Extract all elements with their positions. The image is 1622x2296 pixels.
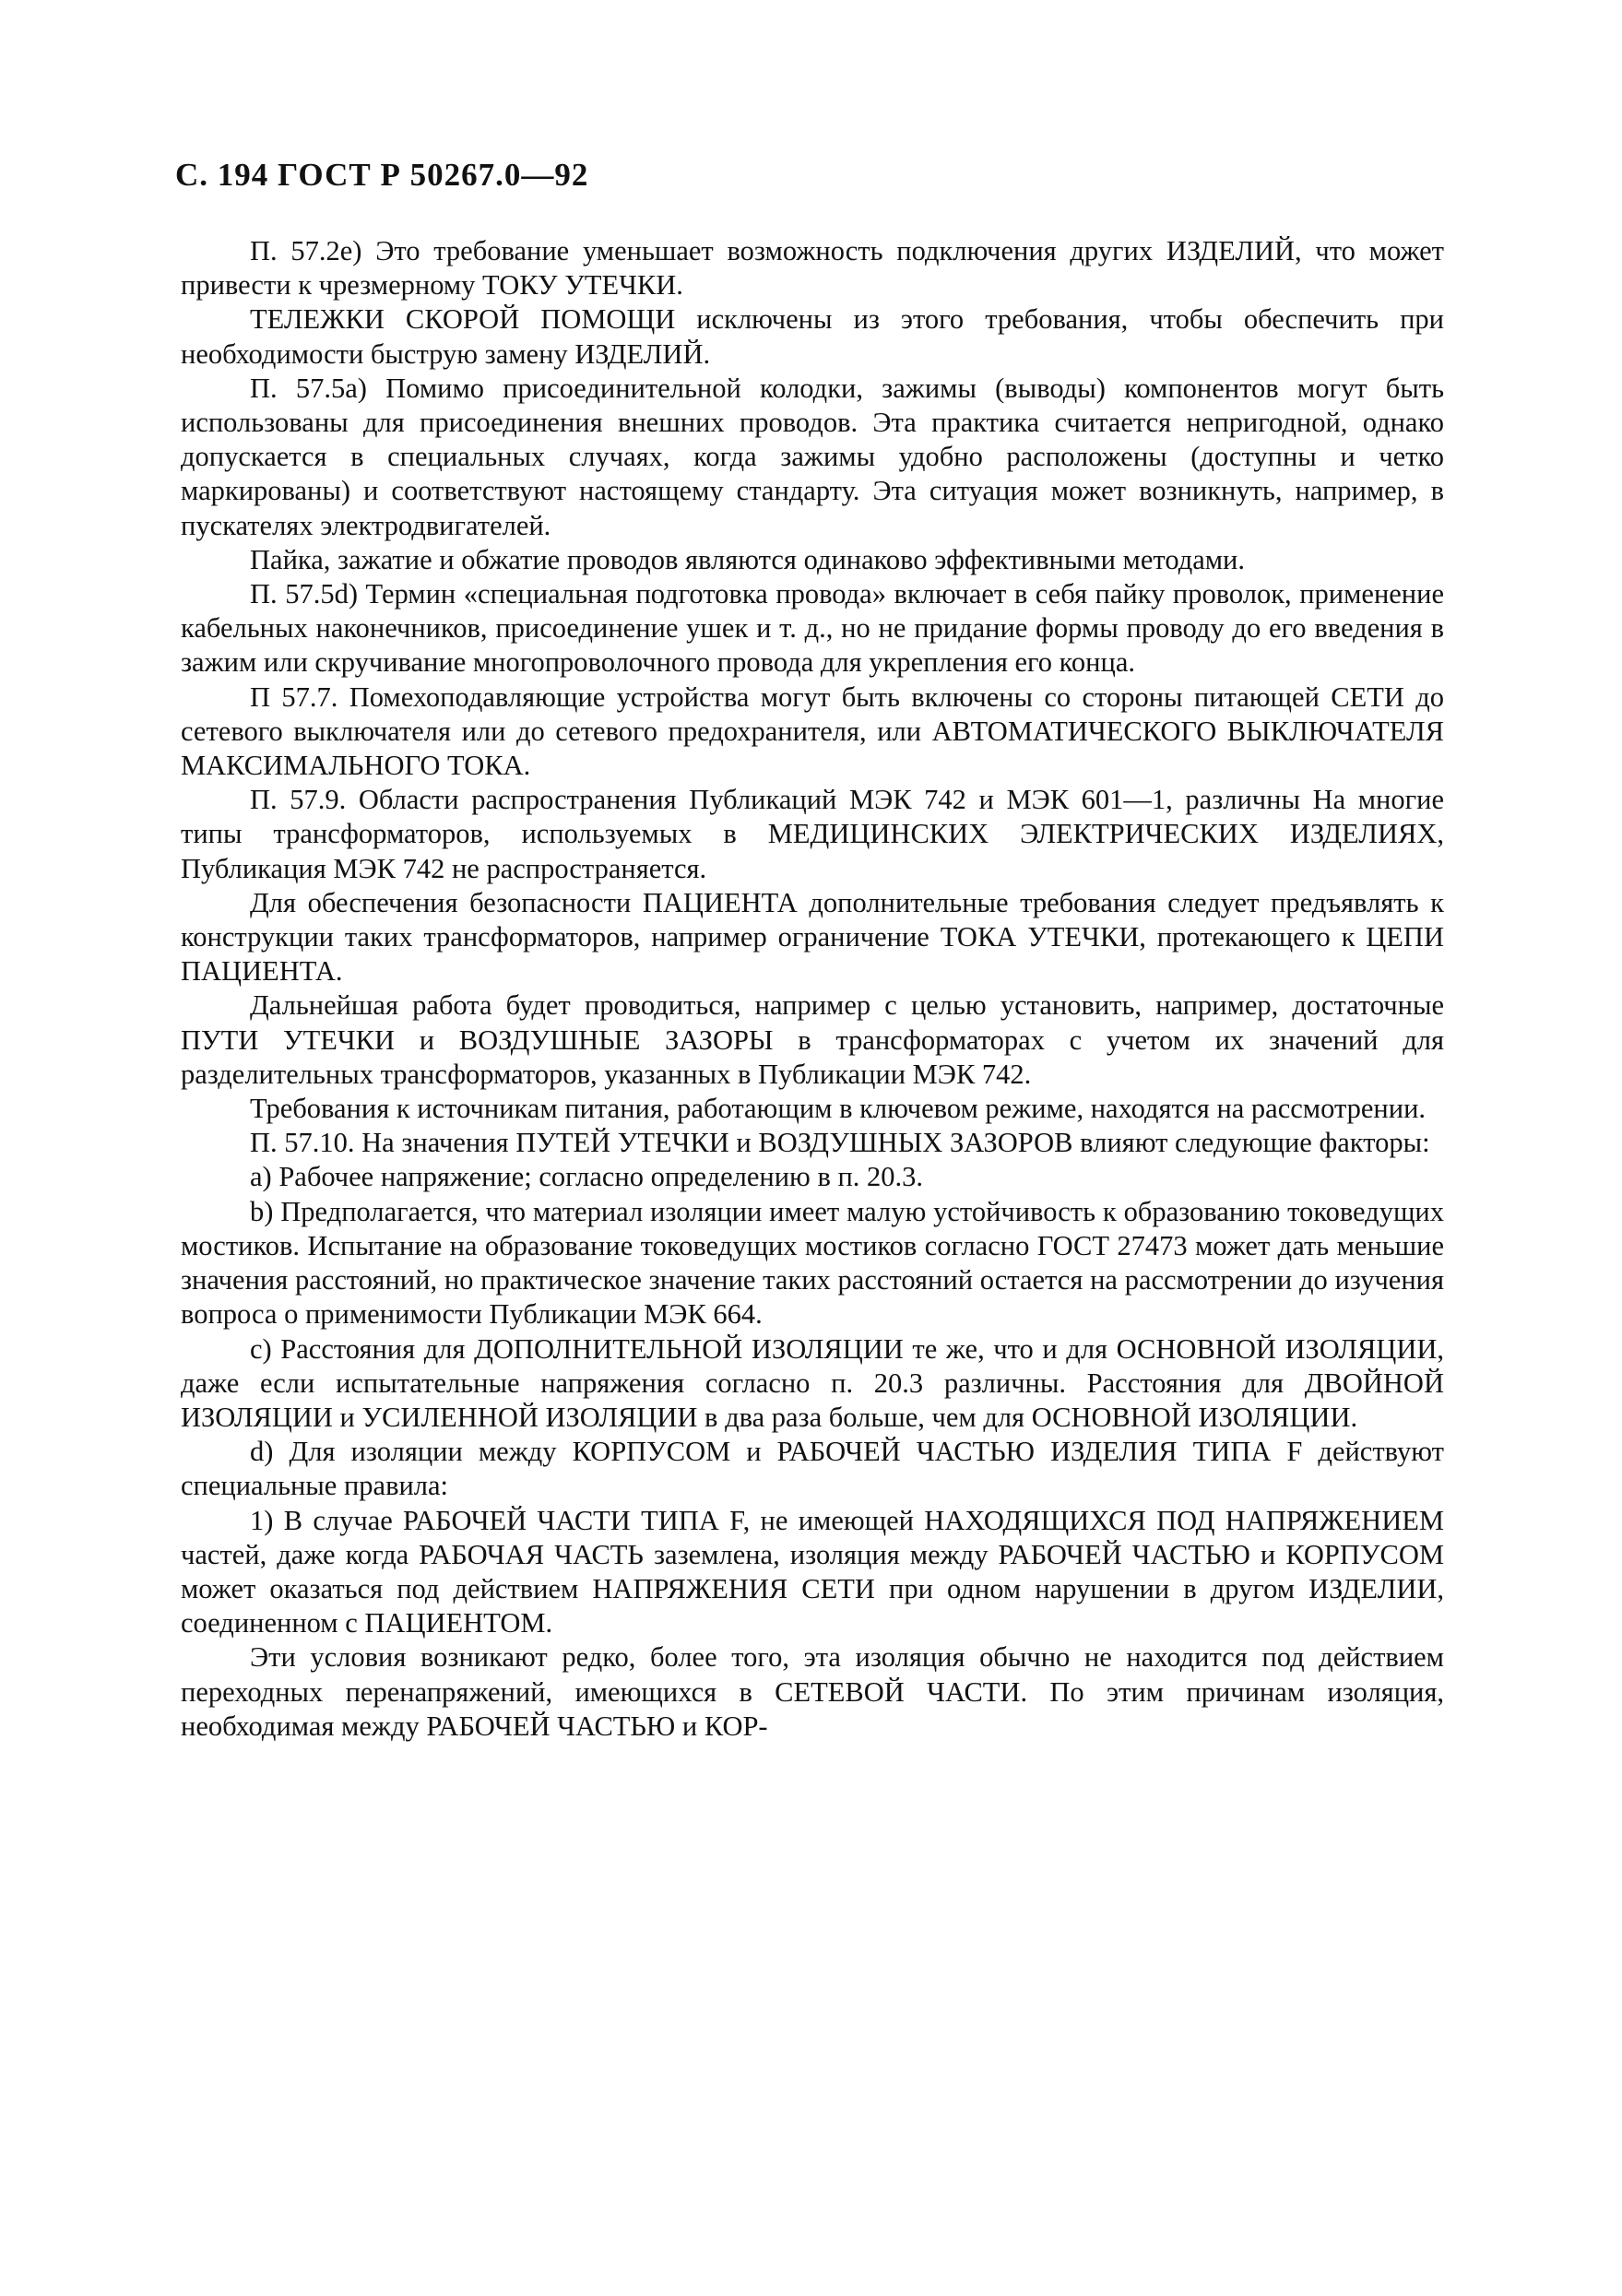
document-body: [181, 234, 1444, 1744]
paragraph-power-supplies: Требования к источникам питания, работающим в ключевом режиме, находятся на рассмотрении.: [250, 1093, 1427, 1125]
paragraph-57-7: П 57.7. Помехоподавляющие устройства могут быть включены со стороны питающей СЕТИ до сетевого выключателя или до сетевого предохранителя, или АВТОМАТИЧЕСКОГО ВЫКЛЮЧАТЕЛЯ МАКСИМАЛЬНОГО ТОКА.: [181, 681, 1444, 782]
paragraph-57-5d: П. 57.5d) Термин «специальная подготовка провода» включает в себя пайку проволок, применение кабельных наконечников, присоединение ушек и т. д., но не придание формы проводу до его введения в зажим или скручивание многопроволочного провода для укрепления его конца.: [181, 578, 1444, 679]
paragraph-soldering: Пайка, зажатие и обжатие проводов являются одинаково эффективными методами.: [250, 543, 1245, 575]
paragraph-57-9: П. 57.9. Области распространения Публикаций МЭК 742 и МЭК 601—1, различны На многие типы трансформаторов, используемых в МЕДИЦИНСКИХ ЭЛЕКТРИЧЕСКИХ ИЗДЕЛИЯХ, Публикация МЭК 742 не распространяется.: [181, 784, 1444, 884]
list-item-a: a) Рабочее напряжение; согласно определению в п. 20.3.: [250, 1161, 924, 1193]
list-item-c: c) Расстояния для ДОПОЛНИТЕЛЬНОЙ ИЗОЛЯЦИИ те же, что и для ОСНОВНОЙ ИЗОЛЯЦИИ, даже если испытательные напряжения согласно п. 20.3 различны. Расстояния для ДВОЙНОЙ ИЗОЛЯЦИИ и УСИЛЕННОЙ ИЗОЛЯЦИИ в два раза больше, чем для ОСНОВНОЙ ИЗОЛЯЦИИ.: [181, 1332, 1444, 1433]
paragraph-57-2e: П. 57.2е) Это требование уменьшает возможность подключения других ИЗДЕЛИЙ, что может привести к чрезмерному ТОКУ УТЕЧКИ.: [181, 235, 1444, 302]
paragraph-conditions: Эти условия возникают редко, более того, эта изоляция обычно не находится под действием переходных перенапряжений, имеющихся в СЕТЕВОЙ ЧАСТИ. По этим причинам изоляция, необходимая между РАБОЧЕЙ ЧАСТЬЮ и КОР-: [181, 1641, 1444, 1742]
paragraph-57-5a: П. 57.5а) Помимо присоединительной колодки, зажимы (выводы) компонентов могут быть использованы для присоединения внешних проводов. Эта практика считается непригодной, однако допускается в специальных случаях, когда зажимы удобно расположены (доступны и четко маркированы) и соответствуют настоящему стандарту. Эта ситуация может возникнуть, например, в пускателях электродвигателей.: [181, 372, 1444, 541]
list-item-d: d) Для изоляции между КОРПУСОМ и РАБОЧЕЙ ЧАСТЬЮ ИЗДЕЛИЯ ТИПА F действуют специальные правила:: [181, 1436, 1444, 1502]
list-item-d-1: 1) В случае РАБОЧЕЙ ЧАСТИ ТИПА F, не имеющей НАХОДЯЩИХСЯ ПОД НАПРЯЖЕНИЕМ частей, даже когда РАБОЧАЯ ЧАСТЬ заземлена, изоляция между РАБОЧЕЙ ЧАСТЬЮ и КОРПУСОМ может оказаться под действием НАПРЯЖЕНИЯ СЕТИ при одном нарушении в другом ИЗДЕЛИИ, соединенном с ПАЦИЕНТОМ.: [181, 1504, 1444, 1639]
paragraph-further-work: Дальнейшая работа будет проводиться, например с целью установить, например, достаточные ПУТИ УТЕЧКИ и ВОЗДУШНЫЕ ЗАЗОРЫ в трансформаторах с учетом их значений для разделительных трансформаторов, указанных в Публикации МЭК 742.: [181, 989, 1444, 1090]
page-header: С. 194 ГОСТ Р 50267.0—92: [175, 157, 589, 193]
paragraph-ambulance-carts: ТЕЛЕЖКИ СКОРОЙ ПОМОЩИ исключены из этого требования, чтобы обеспечить при необходимости быструю замену ИЗДЕЛИЙ.: [181, 303, 1444, 370]
paragraph-patient-safety: Для обеспечения безопасности ПАЦИЕНТА дополнительные требования следует предъявлять к конструкции таких трансформаторов, например ограничение ТОКА УТЕЧКИ, протекающего к ЦЕПИ ПАЦИЕНТА.: [181, 886, 1444, 988]
list-item-b: b) Предполагается, что материал изоляции имеет малую устойчивость к образованию токоведущих мостиков. Испытание на образование токоведущих мостиков согласно ГОСТ 27473 может дать меньшие значения расстояний, но практическое значение таких расстояний остается на рассмотрении до изучения вопроса о применимости Публикации МЭК 664.: [181, 1195, 1444, 1331]
paragraph-57-10: П. 57.10. На значения ПУТЕЙ УТЕЧКИ и ВОЗДУШНЫХ ЗАЗОРОВ влияют следующие факторы:: [250, 1127, 1430, 1159]
